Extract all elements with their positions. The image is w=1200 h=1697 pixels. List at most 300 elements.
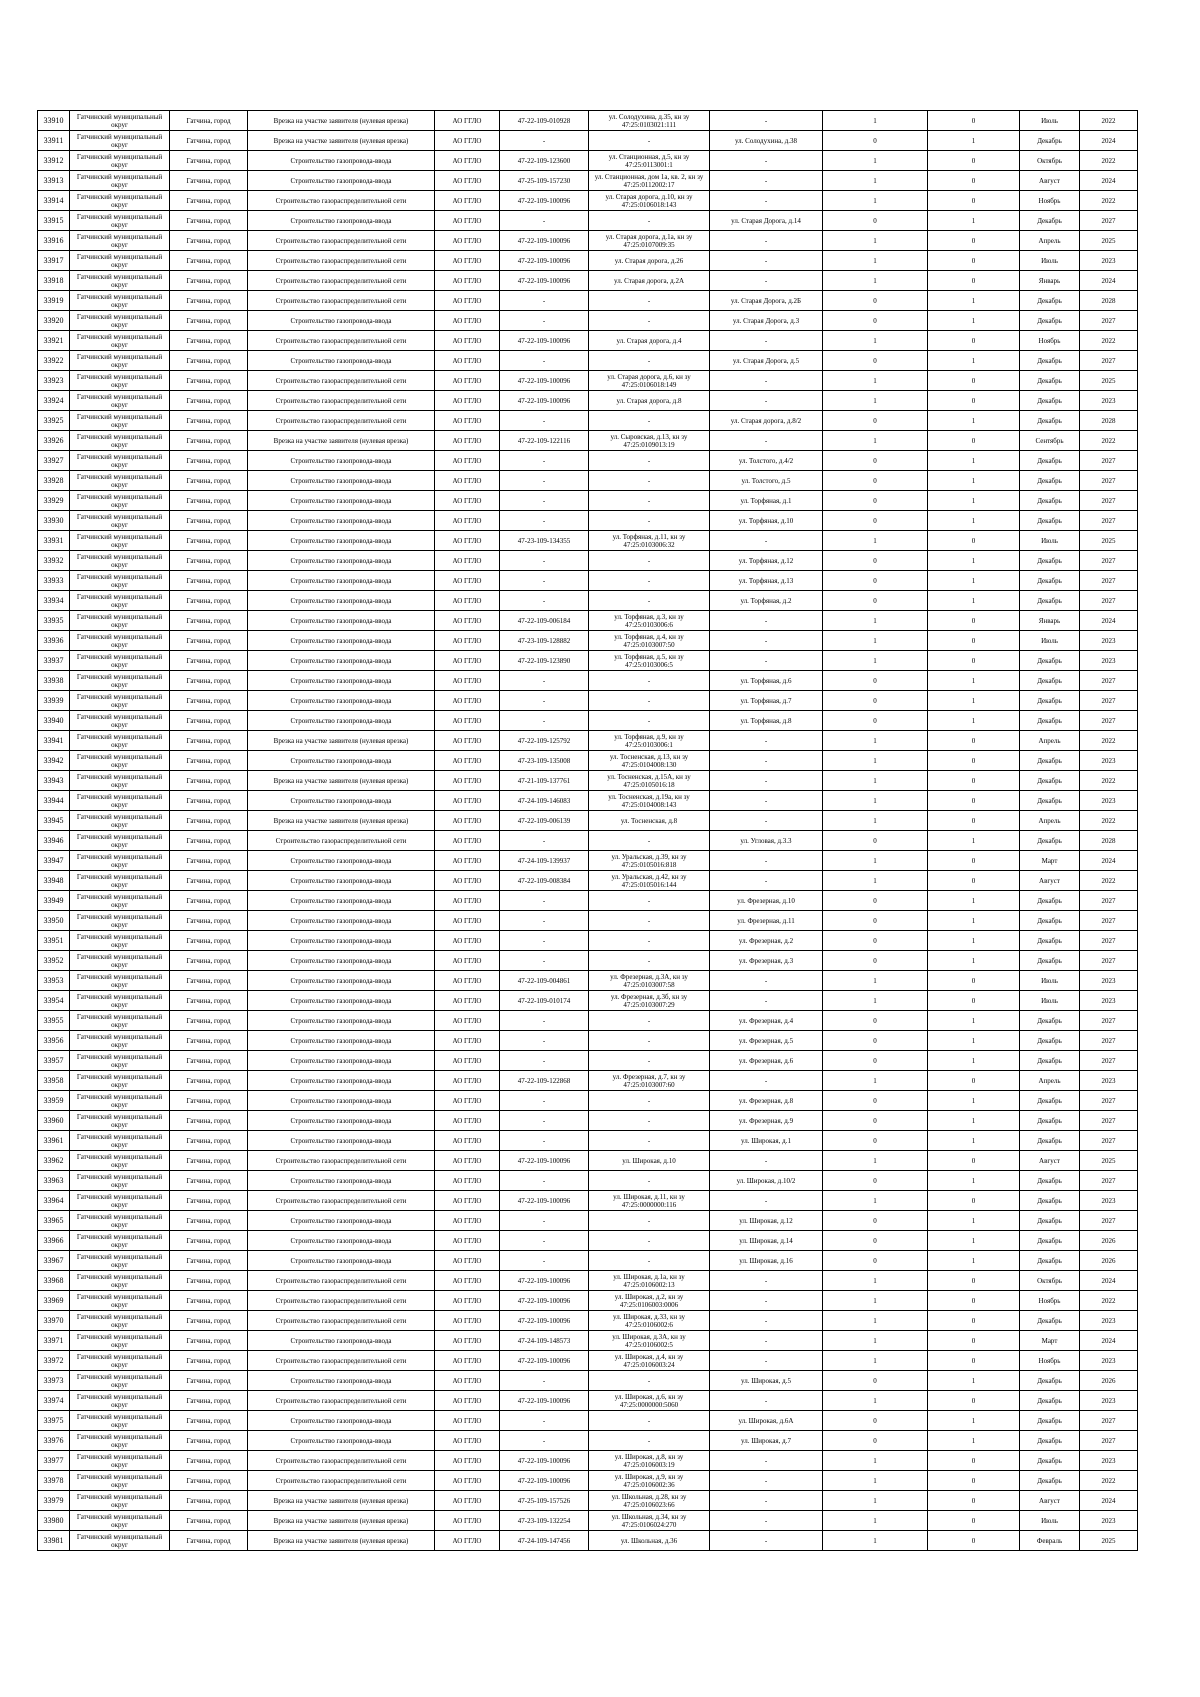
- settlement-cell: Гатчина, город: [170, 271, 248, 291]
- connected-address-cell: -: [589, 911, 710, 931]
- work-type-cell: Врезка на участке заявителя (нулевая врезка): [248, 131, 435, 151]
- operator-cell: АО ГГЛО: [435, 1191, 500, 1211]
- planned-address-cell: -: [710, 331, 823, 351]
- work-type-cell: Строительство газопровода-ввода: [248, 1251, 435, 1271]
- work-type-cell: Строительство газопровода-ввода: [248, 851, 435, 871]
- work-type-cell: Строительство газопровода-ввода: [248, 1031, 435, 1051]
- district-cell: Гатчинский муниципальный округ: [70, 691, 170, 711]
- connected-flag-cell: 0: [823, 511, 928, 531]
- settlement-cell: Гатчина, город: [170, 1231, 248, 1251]
- contract-number-cell: 47-22-109-100096: [500, 1291, 589, 1311]
- month-cell: Декабрь: [1020, 351, 1080, 371]
- month-cell: Декабрь: [1020, 491, 1080, 511]
- row-number-cell: 33927: [38, 451, 70, 471]
- table-body: [38, 111, 1138, 1551]
- year-cell: 2027: [1080, 1431, 1138, 1451]
- connected-flag-cell: 0: [823, 1131, 928, 1151]
- row-number-cell: 33971: [38, 1331, 70, 1351]
- planned-flag-cell: 1: [928, 291, 1020, 311]
- row-number-cell: 33968: [38, 1271, 70, 1291]
- connected-address-cell: ул. Торфяная, д.5, кн зу 47:25:0103006:5: [589, 651, 710, 671]
- planned-address-cell: ул. Широкая, д.1: [710, 1131, 823, 1151]
- planned-address-cell: -: [710, 871, 823, 891]
- contract-number-cell: -: [500, 1411, 589, 1431]
- operator-cell: АО ГГЛО: [435, 731, 500, 751]
- planned-address-cell: -: [710, 1331, 823, 1351]
- work-type-cell: Строительство газораспределительной сети: [248, 391, 435, 411]
- month-cell: Март: [1020, 851, 1080, 871]
- connected-flag-cell: 1: [823, 1191, 928, 1211]
- work-type-cell: Строительство газопровода-ввода: [248, 931, 435, 951]
- operator-cell: АО ГГЛО: [435, 1031, 500, 1051]
- row-number-cell: 33911: [38, 131, 70, 151]
- work-type-cell: Строительство газопровода-ввода: [248, 571, 435, 591]
- year-cell: 2027: [1080, 551, 1138, 571]
- planned-address-cell: ул. Широкая, д.12: [710, 1211, 823, 1231]
- year-cell: 2023: [1080, 791, 1138, 811]
- connected-address-cell: -: [589, 691, 710, 711]
- connected-address-cell: -: [589, 351, 710, 371]
- connected-address-cell: -: [589, 511, 710, 531]
- planned-flag-cell: 1: [928, 471, 1020, 491]
- table-row: [38, 1311, 1138, 1331]
- district-cell: Гатчинский муниципальный округ: [70, 951, 170, 971]
- connected-flag-cell: 1: [823, 771, 928, 791]
- contract-number-cell: -: [500, 131, 589, 151]
- work-type-cell: Строительство газопровода-ввода: [248, 171, 435, 191]
- planned-address-cell: -: [710, 1291, 823, 1311]
- year-cell: 2023: [1080, 1511, 1138, 1531]
- connected-flag-cell: 1: [823, 971, 928, 991]
- district-cell: Гатчинский муниципальный округ: [70, 351, 170, 371]
- settlement-cell: Гатчина, город: [170, 571, 248, 591]
- connected-flag-cell: 1: [823, 231, 928, 251]
- work-type-cell: Строительство газопровода-ввода: [248, 1011, 435, 1031]
- operator-cell: АО ГГЛО: [435, 1371, 500, 1391]
- connected-flag-cell: 1: [823, 1291, 928, 1311]
- year-cell: 2023: [1080, 1351, 1138, 1371]
- row-number-cell: 33979: [38, 1491, 70, 1511]
- connected-address-cell: ул. Старая дорога, д.8: [589, 391, 710, 411]
- connected-address-cell: ул. Широкая, д.8, кн зу 47:25:0106003:19: [589, 1451, 710, 1471]
- contract-number-cell: -: [500, 571, 589, 591]
- planned-address-cell: ул. Фрезерная, д.9: [710, 1111, 823, 1131]
- planned-address-cell: -: [710, 1391, 823, 1411]
- settlement-cell: Гатчина, город: [170, 1371, 248, 1391]
- connected-flag-cell: 1: [823, 851, 928, 871]
- planned-address-cell: ул. Торфяная, д.10: [710, 511, 823, 531]
- connected-flag-cell: 0: [823, 711, 928, 731]
- contract-number-cell: 47-25-109-157526: [500, 1491, 589, 1511]
- operator-cell: АО ГГЛО: [435, 431, 500, 451]
- row-number-cell: 33918: [38, 271, 70, 291]
- year-cell: 2027: [1080, 671, 1138, 691]
- work-type-cell: Врезка на участке заявителя (нулевая врезка): [248, 431, 435, 451]
- planned-flag-cell: 0: [928, 1271, 1020, 1291]
- contract-number-cell: -: [500, 491, 589, 511]
- year-cell: 2023: [1080, 1191, 1138, 1211]
- month-cell: Апрель: [1020, 231, 1080, 251]
- table-row: [38, 471, 1138, 491]
- month-cell: Декабрь: [1020, 1091, 1080, 1111]
- planned-flag-cell: 1: [928, 951, 1020, 971]
- district-cell: Гатчинский муниципальный округ: [70, 1271, 170, 1291]
- row-number-cell: 33961: [38, 1131, 70, 1151]
- month-cell: Март: [1020, 1331, 1080, 1351]
- district-cell: Гатчинский муниципальный округ: [70, 831, 170, 851]
- row-number-cell: 33975: [38, 1411, 70, 1431]
- settlement-cell: Гатчина, город: [170, 951, 248, 971]
- month-cell: Декабрь: [1020, 311, 1080, 331]
- settlement-cell: Гатчина, город: [170, 971, 248, 991]
- operator-cell: АО ГГЛО: [435, 1311, 500, 1331]
- work-type-cell: Строительство газопровода-ввода: [248, 751, 435, 771]
- month-cell: Декабрь: [1020, 1111, 1080, 1131]
- contract-number-cell: 47-22-109-100096: [500, 1151, 589, 1171]
- operator-cell: АО ГГЛО: [435, 391, 500, 411]
- planned-address-cell: ул. Торфяная, д.8: [710, 711, 823, 731]
- row-number-cell: 33972: [38, 1351, 70, 1371]
- connected-flag-cell: 1: [823, 431, 928, 451]
- operator-cell: АО ГГЛО: [435, 1111, 500, 1131]
- planned-address-cell: ул. Старая Дорога, д.2Б: [710, 291, 823, 311]
- work-type-cell: Строительство газопровода-ввода: [248, 311, 435, 331]
- contract-number-cell: -: [500, 931, 589, 951]
- connected-flag-cell: 1: [823, 331, 928, 351]
- work-type-cell: Врезка на участке заявителя (нулевая врезка): [248, 111, 435, 131]
- planned-flag-cell: 1: [928, 891, 1020, 911]
- planned-address-cell: -: [710, 1271, 823, 1291]
- planned-address-cell: -: [710, 111, 823, 131]
- connected-address-cell: ул. Широкая, д.4, кн зу 47:25:0106003:24: [589, 1351, 710, 1371]
- connected-flag-cell: 0: [823, 131, 928, 151]
- operator-cell: АО ГГЛО: [435, 331, 500, 351]
- year-cell: 2027: [1080, 471, 1138, 491]
- year-cell: 2023: [1080, 631, 1138, 651]
- connected-address-cell: -: [589, 1231, 710, 1251]
- planned-flag-cell: 1: [928, 831, 1020, 851]
- settlement-cell: Гатчина, город: [170, 351, 248, 371]
- work-type-cell: Врезка на участке заявителя (нулевая врезка): [248, 731, 435, 751]
- row-number-cell: 33950: [38, 911, 70, 931]
- row-number-cell: 33915: [38, 211, 70, 231]
- operator-cell: АО ГГЛО: [435, 591, 500, 611]
- connected-address-cell: ул. Широкая, д.10: [589, 1151, 710, 1171]
- planned-flag-cell: 0: [928, 631, 1020, 651]
- planned-flag-cell: 1: [928, 411, 1020, 431]
- row-number-cell: 33925: [38, 411, 70, 431]
- connected-address-cell: ул. Школьная, д.36: [589, 1531, 710, 1551]
- year-cell: 2022: [1080, 431, 1138, 451]
- planned-address-cell: ул. Фрезерная, д.3: [710, 951, 823, 971]
- connected-flag-cell: 1: [823, 1151, 928, 1171]
- work-type-cell: Строительство газопровода-ввода: [248, 951, 435, 971]
- connected-address-cell: ул. Старая дорога, д.10, кн зу 47:25:0106018:143: [589, 191, 710, 211]
- connected-address-cell: -: [589, 291, 710, 311]
- connected-flag-cell: 0: [823, 451, 928, 471]
- operator-cell: АО ГГЛО: [435, 151, 500, 171]
- year-cell: 2022: [1080, 811, 1138, 831]
- row-number-cell: 33964: [38, 1191, 70, 1211]
- table-row: [38, 1271, 1138, 1291]
- district-cell: Гатчинский муниципальный округ: [70, 791, 170, 811]
- planned-flag-cell: 1: [928, 1231, 1020, 1251]
- month-cell: Декабрь: [1020, 1451, 1080, 1471]
- planned-flag-cell: 0: [928, 731, 1020, 751]
- district-cell: Гатчинский муниципальный округ: [70, 651, 170, 671]
- work-type-cell: Строительство газопровода-ввода: [248, 1091, 435, 1111]
- planned-address-cell: -: [710, 251, 823, 271]
- settlement-cell: Гатчина, город: [170, 1471, 248, 1491]
- row-number-cell: 33928: [38, 471, 70, 491]
- contract-number-cell: -: [500, 471, 589, 491]
- planned-address-cell: ул. Фрезерная, д.6: [710, 1051, 823, 1071]
- work-type-cell: Строительство газопровода-ввода: [248, 791, 435, 811]
- contract-number-cell: -: [500, 831, 589, 851]
- settlement-cell: Гатчина, город: [170, 331, 248, 351]
- district-cell: Гатчинский муниципальный округ: [70, 1231, 170, 1251]
- settlement-cell: Гатчина, город: [170, 551, 248, 571]
- planned-flag-cell: 1: [928, 1011, 1020, 1031]
- row-number-cell: 33931: [38, 531, 70, 551]
- connected-address-cell: ул. Тосненская, д.15А, кн зу 47:25:0105016:18: [589, 771, 710, 791]
- settlement-cell: Гатчина, город: [170, 1311, 248, 1331]
- planned-flag-cell: 0: [928, 251, 1020, 271]
- planned-address-cell: -: [710, 791, 823, 811]
- settlement-cell: Гатчина, город: [170, 1251, 248, 1271]
- planned-address-cell: ул. Торфяная, д.12: [710, 551, 823, 571]
- planned-address-cell: ул. Широкая, д.6А: [710, 1411, 823, 1431]
- planned-address-cell: -: [710, 971, 823, 991]
- planned-address-cell: -: [710, 1531, 823, 1551]
- operator-cell: АО ГГЛО: [435, 611, 500, 631]
- row-number-cell: 33910: [38, 111, 70, 131]
- settlement-cell: Гатчина, город: [170, 791, 248, 811]
- district-cell: Гатчинский муниципальный округ: [70, 1371, 170, 1391]
- operator-cell: АО ГГЛО: [435, 1071, 500, 1091]
- planned-flag-cell: 0: [928, 1351, 1020, 1371]
- connected-flag-cell: 0: [823, 311, 928, 331]
- contract-number-cell: -: [500, 1031, 589, 1051]
- table-row: [38, 1131, 1138, 1151]
- operator-cell: АО ГГЛО: [435, 831, 500, 851]
- settlement-cell: Гатчина, город: [170, 371, 248, 391]
- row-number-cell: 33939: [38, 691, 70, 711]
- work-type-cell: Строительство газопровода-ввода: [248, 491, 435, 511]
- contract-number-cell: 47-24-109-139937: [500, 851, 589, 871]
- settlement-cell: Гатчина, город: [170, 1171, 248, 1191]
- settlement-cell: Гатчина, город: [170, 631, 248, 651]
- work-type-cell: Строительство газопровода-ввода: [248, 711, 435, 731]
- table-row: [38, 651, 1138, 671]
- planned-flag-cell: 1: [928, 211, 1020, 231]
- district-cell: Гатчинский муниципальный округ: [70, 971, 170, 991]
- district-cell: Гатчинский муниципальный округ: [70, 131, 170, 151]
- table-row: [38, 491, 1138, 511]
- operator-cell: АО ГГЛО: [435, 531, 500, 551]
- month-cell: Июль: [1020, 111, 1080, 131]
- connected-flag-cell: 0: [823, 691, 928, 711]
- planned-address-cell: -: [710, 771, 823, 791]
- year-cell: 2024: [1080, 1331, 1138, 1351]
- settlement-cell: Гатчина, город: [170, 1191, 248, 1211]
- district-cell: Гатчинский муниципальный округ: [70, 811, 170, 831]
- contract-number-cell: 47-22-109-006139: [500, 811, 589, 831]
- year-cell: 2027: [1080, 691, 1138, 711]
- district-cell: Гатчинский муниципальный округ: [70, 1031, 170, 1051]
- connected-flag-cell: 0: [823, 1051, 928, 1071]
- planned-address-cell: ул. Фрезерная, д.10: [710, 891, 823, 911]
- connected-flag-cell: 1: [823, 171, 928, 191]
- connected-address-cell: -: [589, 1091, 710, 1111]
- planned-address-cell: -: [710, 991, 823, 1011]
- contract-number-cell: -: [500, 1231, 589, 1251]
- settlement-cell: Гатчина, город: [170, 1211, 248, 1231]
- connected-flag-cell: 0: [823, 831, 928, 851]
- connected-address-cell: -: [589, 471, 710, 491]
- table-row: [38, 1231, 1138, 1251]
- connected-address-cell: -: [589, 931, 710, 951]
- year-cell: 2022: [1080, 871, 1138, 891]
- row-number-cell: 33963: [38, 1171, 70, 1191]
- contract-number-cell: 47-22-109-100096: [500, 1391, 589, 1411]
- row-number-cell: 33949: [38, 891, 70, 911]
- month-cell: Декабрь: [1020, 1191, 1080, 1211]
- contract-number-cell: 47-22-109-122116: [500, 431, 589, 451]
- planned-address-cell: -: [710, 271, 823, 291]
- month-cell: Декабрь: [1020, 951, 1080, 971]
- month-cell: Декабрь: [1020, 1251, 1080, 1271]
- connected-flag-cell: 1: [823, 1331, 928, 1351]
- district-cell: Гатчинский муниципальный округ: [70, 891, 170, 911]
- year-cell: 2022: [1080, 731, 1138, 751]
- planned-flag-cell: 1: [928, 451, 1020, 471]
- work-type-cell: Строительство газопровода-ввода: [248, 1111, 435, 1131]
- operator-cell: АО ГГЛО: [435, 1131, 500, 1151]
- year-cell: 2024: [1080, 851, 1138, 871]
- month-cell: Декабрь: [1020, 831, 1080, 851]
- settlement-cell: Гатчина, город: [170, 1411, 248, 1431]
- row-number-cell: 33973: [38, 1371, 70, 1391]
- planned-flag-cell: 0: [928, 771, 1020, 791]
- district-cell: Гатчинский муниципальный округ: [70, 391, 170, 411]
- planned-address-cell: -: [710, 651, 823, 671]
- operator-cell: АО ГГЛО: [435, 651, 500, 671]
- district-cell: Гатчинский муниципальный округ: [70, 771, 170, 791]
- work-type-cell: Строительство газопровода-ввода: [248, 531, 435, 551]
- year-cell: 2023: [1080, 1391, 1138, 1411]
- connected-address-cell: ул. Широкая, д.11, кн зу 47:25:0000000:116: [589, 1191, 710, 1211]
- operator-cell: АО ГГЛО: [435, 1411, 500, 1431]
- connected-flag-cell: 1: [823, 251, 928, 271]
- settlement-cell: Гатчина, город: [170, 391, 248, 411]
- contract-number-cell: -: [500, 211, 589, 231]
- settlement-cell: Гатчина, город: [170, 1131, 248, 1151]
- work-type-cell: Строительство газораспределительной сети: [248, 1351, 435, 1371]
- operator-cell: АО ГГЛО: [435, 1211, 500, 1231]
- connected-address-cell: ул. Сыровская, д.13, кн зу 47:25:0109013:19: [589, 431, 710, 451]
- connected-flag-cell: 0: [823, 1031, 928, 1051]
- year-cell: 2027: [1080, 951, 1138, 971]
- planned-flag-cell: 0: [928, 611, 1020, 631]
- settlement-cell: Гатчина, город: [170, 1431, 248, 1451]
- connected-flag-cell: 0: [823, 891, 928, 911]
- connected-address-cell: -: [589, 1371, 710, 1391]
- contract-number-cell: -: [500, 551, 589, 571]
- contract-number-cell: -: [500, 411, 589, 431]
- connected-address-cell: ул. Станционная, д.5, кн зу 47:25:0113001:1: [589, 151, 710, 171]
- row-number-cell: 33926: [38, 431, 70, 451]
- table-row: [38, 871, 1138, 891]
- month-cell: Декабрь: [1020, 911, 1080, 931]
- district-cell: Гатчинский муниципальный округ: [70, 171, 170, 191]
- settlement-cell: Гатчина, город: [170, 991, 248, 1011]
- work-type-cell: Строительство газопровода-ввода: [248, 471, 435, 491]
- month-cell: Декабрь: [1020, 1131, 1080, 1151]
- planned-flag-cell: 1: [928, 311, 1020, 331]
- table-row: [38, 1431, 1138, 1451]
- row-number-cell: 33919: [38, 291, 70, 311]
- connected-address-cell: -: [589, 831, 710, 851]
- contract-number-cell: -: [500, 1251, 589, 1271]
- operator-cell: АО ГГЛО: [435, 991, 500, 1011]
- month-cell: Декабрь: [1020, 671, 1080, 691]
- table-row: [38, 1051, 1138, 1071]
- district-cell: Гатчинский муниципальный округ: [70, 271, 170, 291]
- work-type-cell: Строительство газораспределительной сети: [248, 1311, 435, 1331]
- month-cell: Август: [1020, 871, 1080, 891]
- connected-flag-cell: 0: [823, 1011, 928, 1031]
- planned-flag-cell: 1: [928, 591, 1020, 611]
- planned-flag-cell: 1: [928, 1251, 1020, 1271]
- operator-cell: АО ГГЛО: [435, 691, 500, 711]
- year-cell: 2023: [1080, 1311, 1138, 1331]
- table-row: [38, 451, 1138, 471]
- settlement-cell: Гатчина, город: [170, 1071, 248, 1091]
- table-row: [38, 991, 1138, 1011]
- work-type-cell: Строительство газопровода-ввода: [248, 1171, 435, 1191]
- month-cell: Январь: [1020, 271, 1080, 291]
- planned-flag-cell: 0: [928, 431, 1020, 451]
- month-cell: Декабрь: [1020, 1171, 1080, 1191]
- table-row: [38, 1151, 1138, 1171]
- operator-cell: АО ГГЛО: [435, 1431, 500, 1451]
- connected-address-cell: -: [589, 1131, 710, 1151]
- table-row: [38, 811, 1138, 831]
- month-cell: Декабрь: [1020, 711, 1080, 731]
- planned-address-cell: -: [710, 1451, 823, 1471]
- connected-address-cell: ул. Старая дорога, д.26: [589, 251, 710, 271]
- district-cell: Гатчинский муниципальный округ: [70, 711, 170, 731]
- work-type-cell: Строительство газопровода-ввода: [248, 1411, 435, 1431]
- settlement-cell: Гатчина, город: [170, 1491, 248, 1511]
- planned-flag-cell: 1: [928, 1051, 1020, 1071]
- connected-address-cell: -: [589, 411, 710, 431]
- operator-cell: АО ГГЛО: [435, 751, 500, 771]
- operator-cell: АО ГГЛО: [435, 371, 500, 391]
- district-cell: Гатчинский муниципальный округ: [70, 431, 170, 451]
- contract-number-cell: -: [500, 1171, 589, 1191]
- connected-flag-cell: 1: [823, 391, 928, 411]
- settlement-cell: Гатчина, город: [170, 1291, 248, 1311]
- row-number-cell: 33924: [38, 391, 70, 411]
- contract-number-cell: 47-22-109-100096: [500, 271, 589, 291]
- planned-address-cell: -: [710, 611, 823, 631]
- connected-flag-cell: 1: [823, 731, 928, 751]
- row-number-cell: 33940: [38, 711, 70, 731]
- connected-flag-cell: 1: [823, 271, 928, 291]
- year-cell: 2027: [1080, 931, 1138, 951]
